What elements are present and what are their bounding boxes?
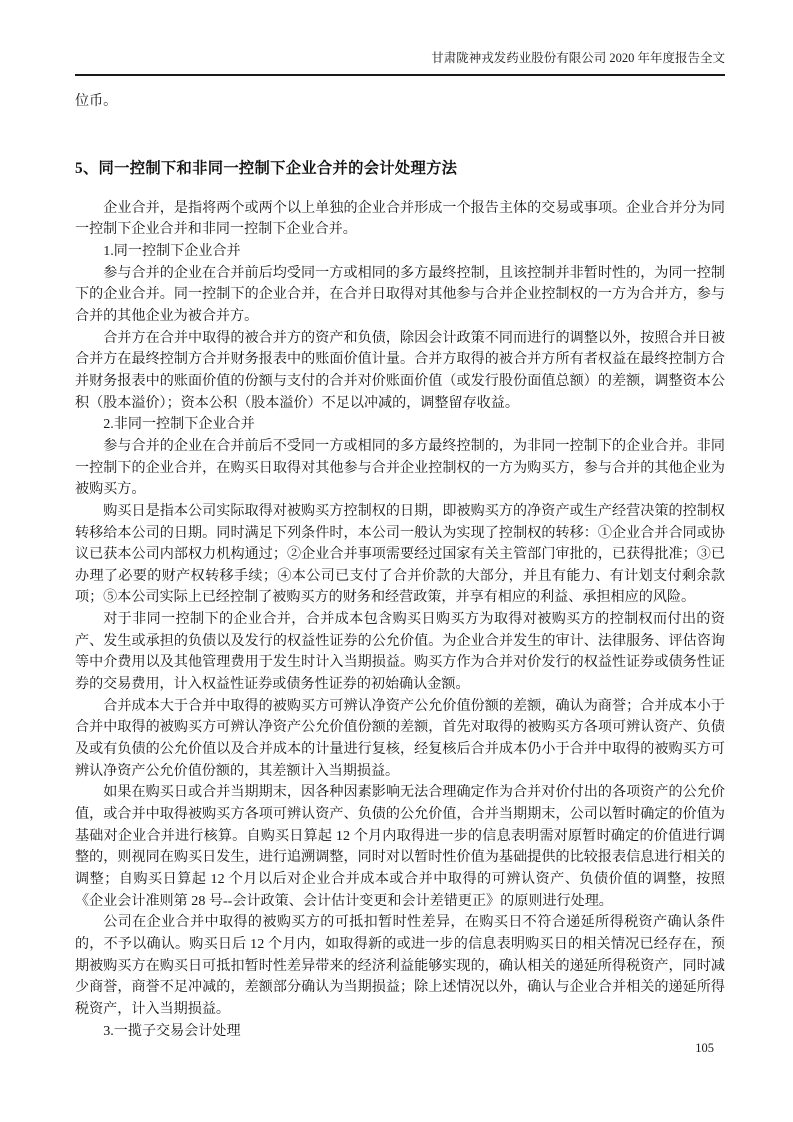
paragraph-list: [75, 198, 725, 1043]
page-number: 105: [695, 1041, 714, 1055]
paragraph: 对于非同一控制下的企业合并，合并成本包含购买日购买方为取得对被购买方的控制权而付出的资产、发生或承担的负债以及发行的权益性证券的公允价值。为企业合并发生的审计、法律服务、评估咨询等中介费用以及其他管理费用于发生时计入当期损益。购买方作为合并对价发行的权益性证券或债务性证券的交易费用，计入权益性证券或债务性证券的初始确认金额。: [75, 611, 725, 693]
page-footer: [695, 1040, 714, 1056]
paragraph: 2.非同一控制下企业合并: [103, 416, 255, 433]
page-body: [75, 91, 725, 1042]
header-title: 甘肃陇神戎发药业股份有限公司 2020 年年度报告全文: [431, 51, 725, 65]
paragraph: 1.同一控制下企业合并: [103, 242, 241, 259]
paragraph: 3.一揽子交易会计处理: [103, 1022, 241, 1039]
section-heading: 5、同一控制下和非同一控制下企业合并的会计处理方法: [75, 159, 458, 177]
leading-fragment: 位币。: [75, 93, 118, 109]
paragraph: 购买日是指本公司实际取得对被购买方控制权的日期，即被购买方的净资产或生产经营决策的控制权转移给本公司的日期。同时满足下列条件时，本公司一般认为实现了控制权的转移：①企业合并合同或协议已获本公司内部权力机构通过；②企业合并事项需要经过国家有关主管部门审批的，已获得批准；③已办理了必要的财产权转移手续；④本公司已支付了合并价款的大部分，并且有能力、有计划支付剩余款项；⑤本公司实际上已经控制了被购买方的财务和经营政策，并享有相应的利益、承担相应的风险。: [75, 502, 725, 606]
paragraph: 合并成本大于合并中取得的被购买方可辨认净资产公允价值份额的差额，确认为商誉；合并成本小于合并中取得的被购买方可辨认净资产公允价值份额的差额，首先对取得的被购买方各项可辨认资产、负债及或有负债的公允价值以及合并成本的计量进行复核，经复核后合并成本仍小于合并中取得的被购买方可辨认净资产公允价值份额的，其差额计入当期损益。: [75, 697, 725, 779]
header-rule: [75, 74, 725, 76]
paragraph: 企业合并，是指将两个或两个以上单独的企业合并形成一个报告主体的交易或事项。企业合并分为同一控制下企业合并和非同一控制下企业合并。: [75, 199, 725, 238]
paragraph: 参与合并的企业在合并前后均受同一方或相同的多方最终控制，且该控制并非暂时性的，为同一控制下的企业合并。同一控制下的企业合并，在合并日取得对其他参与合并企业控制权的一方为合并方，参与合并的其他企业为被合并方。: [75, 264, 725, 324]
paragraph: 如果在购买日或合并当期期末，因各种因素影响无法合理确定作为合并对价付出的各项资产的公允价值，或合并中取得被购买方各项可辨认资产、负债的公允价值，合并当期期末，公司以暂时确定的价值为基础对企业合并进行核算。自购买日算起 12 个月内取得进一步的信息表明需对原暂时确定的价值进行调整的，则视同在购买日发生，进行追溯调整，同时对以暂时性价值为基础提供的比较报表信息进行相关的调整；自购买日算起 12 个月以后对企业合并成本或合并中取得的可辨认资产、负债价值的调整，按照《企业会计准则第 28 号--会计政策、会计估计变更和会计差错更正》的原则进行处理。: [75, 784, 725, 909]
paragraph: 公司在企业合并中取得的被购买方的可抵扣暂时性差异，在购买日不符合递延所得税资产确认条件的，不予以确认。购买日后 12 个月内，如取得新的或进一步的信息表明购买日的相关情况已经存在，预期被购买方在购买日可抵扣暂时性差异带来的经济利益能够实现的，确认相关的递延所得税资产，同时减少商誉，商誉不足冲减的，差额部分确认为当期损益；除上述情况以外，确认与企业合并相关的递延所得税资产，计入当期损益。: [75, 914, 725, 1017]
paragraph: 合并方在合并中取得的被合并方的资产和负债，除因会计政策不同而进行的调整以外，按照合并日被合并方在最终控制方合并财务报表中的账面价值计量。合并方取得的被合并方所有者权益在最终控制方合并财务报表中的账面价值的份额与支付的合并对价账面价值（或发行股份面值总额）的差额，调整资本公积（股本溢价）；资本公积（股本溢价）不足以冲减的，调整留存收益。: [75, 329, 725, 411]
page-header: [75, 50, 725, 67]
paragraph: 参与合并的企业在合并前后不受同一方或相同的多方最终控制的，为非同一控制下的企业合并。非同一控制下的企业合并，在购买日取得对其他参与合并企业控制权的一方为购买方，参与合并的其他企业为被购买方。: [75, 437, 725, 498]
